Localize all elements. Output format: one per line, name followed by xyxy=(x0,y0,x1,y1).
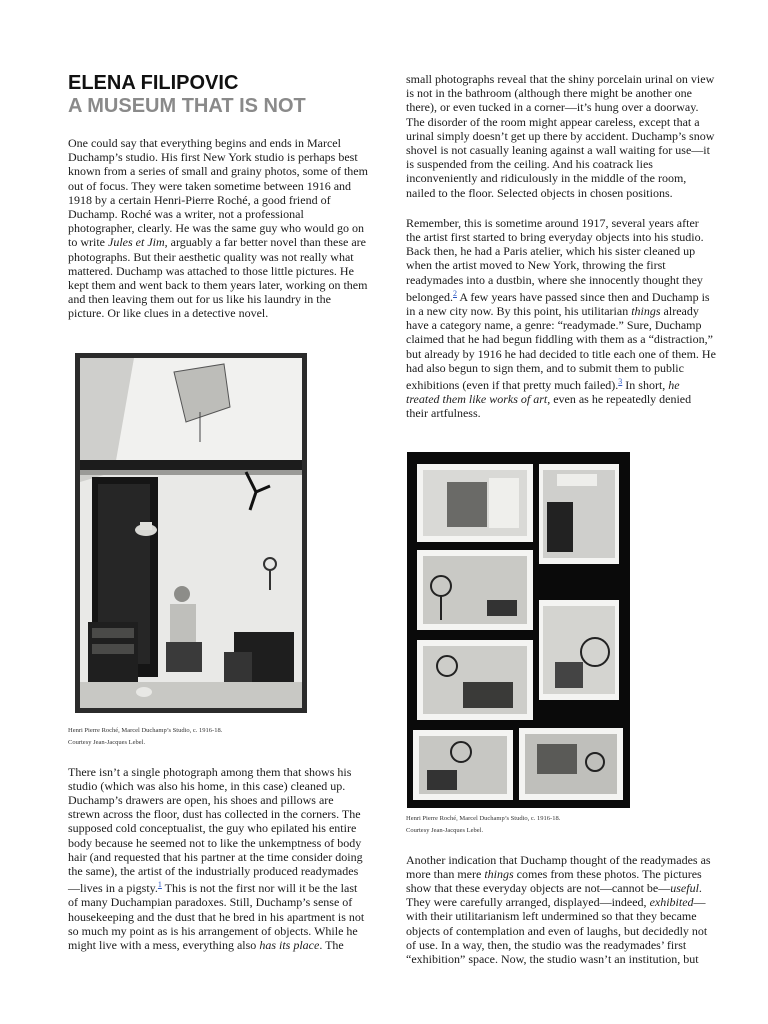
paragraph: Another indication that Duchamp thought of the readymades as more than mere things comes from these photos. The pictures show that these everyday objects are not—cannot be—useful. They were carefully arranged, displayed—indeed, exhibited—with their utilitarianism left undermined so that they became objects of contemplation and even of laughs, but decidedly not of use. In a way, then, the studio was the readymades’ first “exhibition” space. Now, the studio wasn’t an institution, but xyxy=(406,852,711,967)
figure-caption: Henri Pierre Roché, Marcel Duchamp’s Studio, c. 1916-18. xyxy=(406,814,561,822)
author-name: ELENA FILIPOVIC xyxy=(68,72,239,94)
studio-photo-thumbnail xyxy=(539,464,619,564)
paragraph: small photographs reveal that the shiny porcelain urinal on view is not in the bathroom (although there might be another one there), or even tucked in a corner—it’s hung over a doorway. The disorder of the room might appear careless, except that a urinal simply doesn’t get up there by accident. Duchamp’s snow shovel is not casually leaning against a wall waiting for use—it is suspended from the ceiling. And his coatrack lies inconveniently and ridiculously in the middle of the room, nailed to the floor. Selected objects in chosen positions. xyxy=(406,72,715,200)
footnote-link[interactable]: 3 xyxy=(618,377,623,387)
studio-photo-thumbnail xyxy=(413,730,513,800)
paragraph: Remember, this is sometime around 1917, several years after the artist first started to bring everyday objects into his studio. Back then, he had a Paris atelier, which his sister cleaned up when the artist moved to New York, throwing the first readymades into a dustbin, where she innocently thought they belonged.$^2$ A few years have passed since then and Duchamp is in a new city now. By this point, his utilitarian things already have a category name, a genre: “readymade.” Sure, Duchamp claimed that he had begun fiddling with them as a “distraction,” but already by 1916 he had decided to title each one of them. He had also begun to sign them, and to submit them to public exhibitions (even if that pretty much failed).$^3$ In short, he treated them like works of art, even as he repeatedly denied their artfulness. xyxy=(406,215,716,421)
figure-caption: Henri Pierre Roché, Marcel Duchamp’s Studio, c. 1916-18. xyxy=(68,726,223,734)
paragraph: One could say that everything begins and ends in Marcel Duchamp’s studio. His first New York studio is perhaps best known from a series of small and grainy photos, some of them out of focus. They were taken sometime between 1916 and 1918 by a certain Henri-Pierre Roché, a good friend of Duchamp. Roché was a writer, not a professional photographer, clearly. He was the same guy who would go on to write Jules et Jim, arguably a far better novel than these are photographs. But their aesthetic quality was not really what mattered. Duchamp was attached to those little pictures. He kept them and went back to them years later, working on them and then leaving them out for us like his laundry in the picture. Or like clues in a detective novel. xyxy=(68,136,368,321)
left-column xyxy=(68,72,368,968)
photo-contact-sheet xyxy=(407,452,630,808)
studio-photo-thumbnail xyxy=(417,550,533,630)
right-column xyxy=(406,72,716,982)
footnote-link[interactable]: 1 xyxy=(157,880,162,890)
studio-photo-thumbnail xyxy=(417,640,533,720)
studio-photo-thumbnail xyxy=(539,600,619,700)
paragraph: There isn’t a single photograph among them that shows his studio (which was also his home, in this case) cleaned up. Duchamp’s drawers are open, his shoes and pillows are strewn across the floor, dust has collected in the corners. The supposed cold conceptualist, the guy who epilated his entire body because he seemed not to like the unkemptness of body hair (and requested that his partner at the time consider doing the same), the artist of the industrially produced readymades—lives in a pigsty.$^1$ This is not the first nor will it be the last of many Duchampian paradoxes. Still, Duchamp’s sense of housekeeping and the dust that he bred in his apartment is not so much my point as is his arrangement of objects. While he might live with a mess, everything also has its place. The xyxy=(68,764,365,953)
studio-photo-thumbnail xyxy=(417,464,533,542)
book-title: Jules et Jim xyxy=(108,235,165,250)
studio-photo-thumbnail xyxy=(519,728,623,800)
figure-credit: Courtesy Jean-Jacques Lebel. xyxy=(68,738,146,746)
figure-credit: Courtesy Jean-Jacques Lebel. xyxy=(406,826,484,834)
studio-photograph xyxy=(74,352,308,720)
article-title: A MUSEUM THAT IS NOT xyxy=(68,95,306,117)
footnote-link[interactable]: 2 xyxy=(453,288,457,298)
